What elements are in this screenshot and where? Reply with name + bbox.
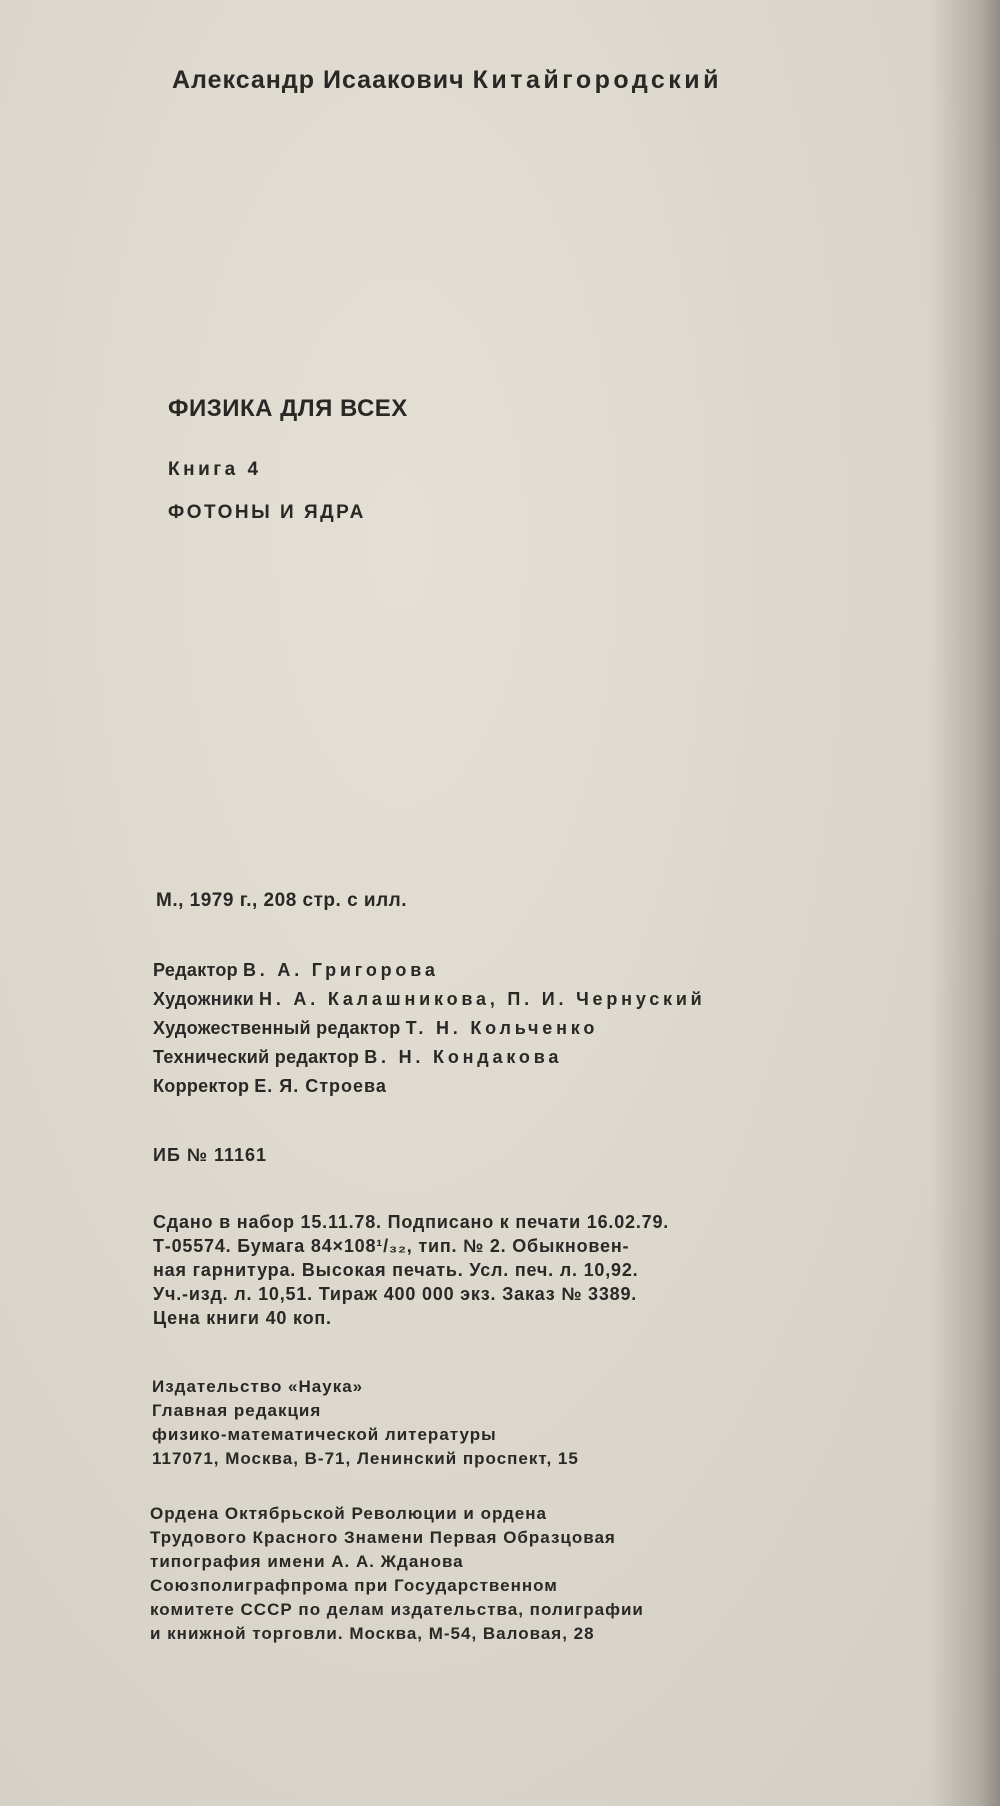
- printing-line: Уч.-изд. л. 10,51. Тираж 400 000 экз. Заказ № 3389.: [153, 1284, 638, 1304]
- ib-number: ИБ № 11161: [153, 1145, 268, 1165]
- staff-row-artists: [153, 985, 706, 1014]
- printing-line: Цена книги 40 коп.: [153, 1308, 332, 1328]
- printer-line: Ордена Октябрьской Революции и ордена: [150, 1504, 547, 1523]
- staff-person: В. А. Григорова: [243, 960, 439, 980]
- author-name: [172, 66, 722, 95]
- staff-person: Т. Н. Кольченко: [405, 1018, 599, 1038]
- publisher-info: [152, 1375, 579, 1471]
- publisher-line: 117071, Москва, В-71, Ленинский проспект, 15: [152, 1449, 579, 1468]
- staff-role: Технический редактор: [153, 1047, 360, 1067]
- staff-role: Редактор: [153, 960, 238, 980]
- imprint-line: М., 1979 г., 208 стр. с илл.: [156, 890, 408, 911]
- book-number: Книга 4: [168, 459, 262, 480]
- printer-line: Союзполиграфпрома при Государственном: [150, 1576, 558, 1595]
- staff-row-proofreader: [153, 1072, 706, 1101]
- staff-credits: [153, 956, 706, 1101]
- series-title: ФИЗИКА ДЛЯ ВСЕХ: [168, 395, 408, 422]
- staff-row-editor: [153, 956, 706, 985]
- staff-role: Корректор: [153, 1076, 250, 1096]
- staff-role: Художники: [153, 989, 254, 1009]
- printer-line: и книжной торговли. Москва, М-54, Валовая, 28: [150, 1624, 595, 1643]
- author-given-names: Александр Исаакович: [172, 66, 465, 94]
- printing-line: Сдано в набор 15.11.78. Подписано к печати 16.02.79.: [153, 1212, 670, 1232]
- printer-line: типография имени А. А. Жданова: [150, 1552, 464, 1571]
- staff-row-tech-editor: [153, 1043, 706, 1072]
- publisher-line: Издательство «Наука»: [152, 1377, 364, 1396]
- printer-line: Трудового Красного Знамени Первая Образцовая: [150, 1528, 616, 1547]
- printing-details: [153, 1210, 669, 1330]
- author-surname: Китайгородский: [472, 66, 723, 94]
- staff-person: В. Н. Кондакова: [364, 1047, 563, 1067]
- staff-person: Е. Я. Строева: [254, 1076, 387, 1096]
- printer-line: комитете СССР по делам издательства, полиграфии: [150, 1600, 644, 1619]
- publisher-line: физико-математической литературы: [152, 1425, 497, 1444]
- printer-info: [150, 1502, 644, 1646]
- printing-line: Т-05574. Бумага 84×108¹/₃₂, тип. № 2. Обыкновен-: [153, 1236, 630, 1256]
- staff-row-art-editor: [153, 1014, 706, 1043]
- staff-person: Н. А. Калашникова, П. И. Чернуский: [259, 989, 706, 1009]
- printing-line: ная гарнитура. Высокая печать. Усл. печ. л. 10,92.: [153, 1260, 639, 1280]
- staff-role: Художественный редактор: [153, 1018, 401, 1038]
- publisher-line: Главная редакция: [152, 1401, 322, 1420]
- book-title: ФОТОНЫ И ЯДРА: [168, 502, 366, 523]
